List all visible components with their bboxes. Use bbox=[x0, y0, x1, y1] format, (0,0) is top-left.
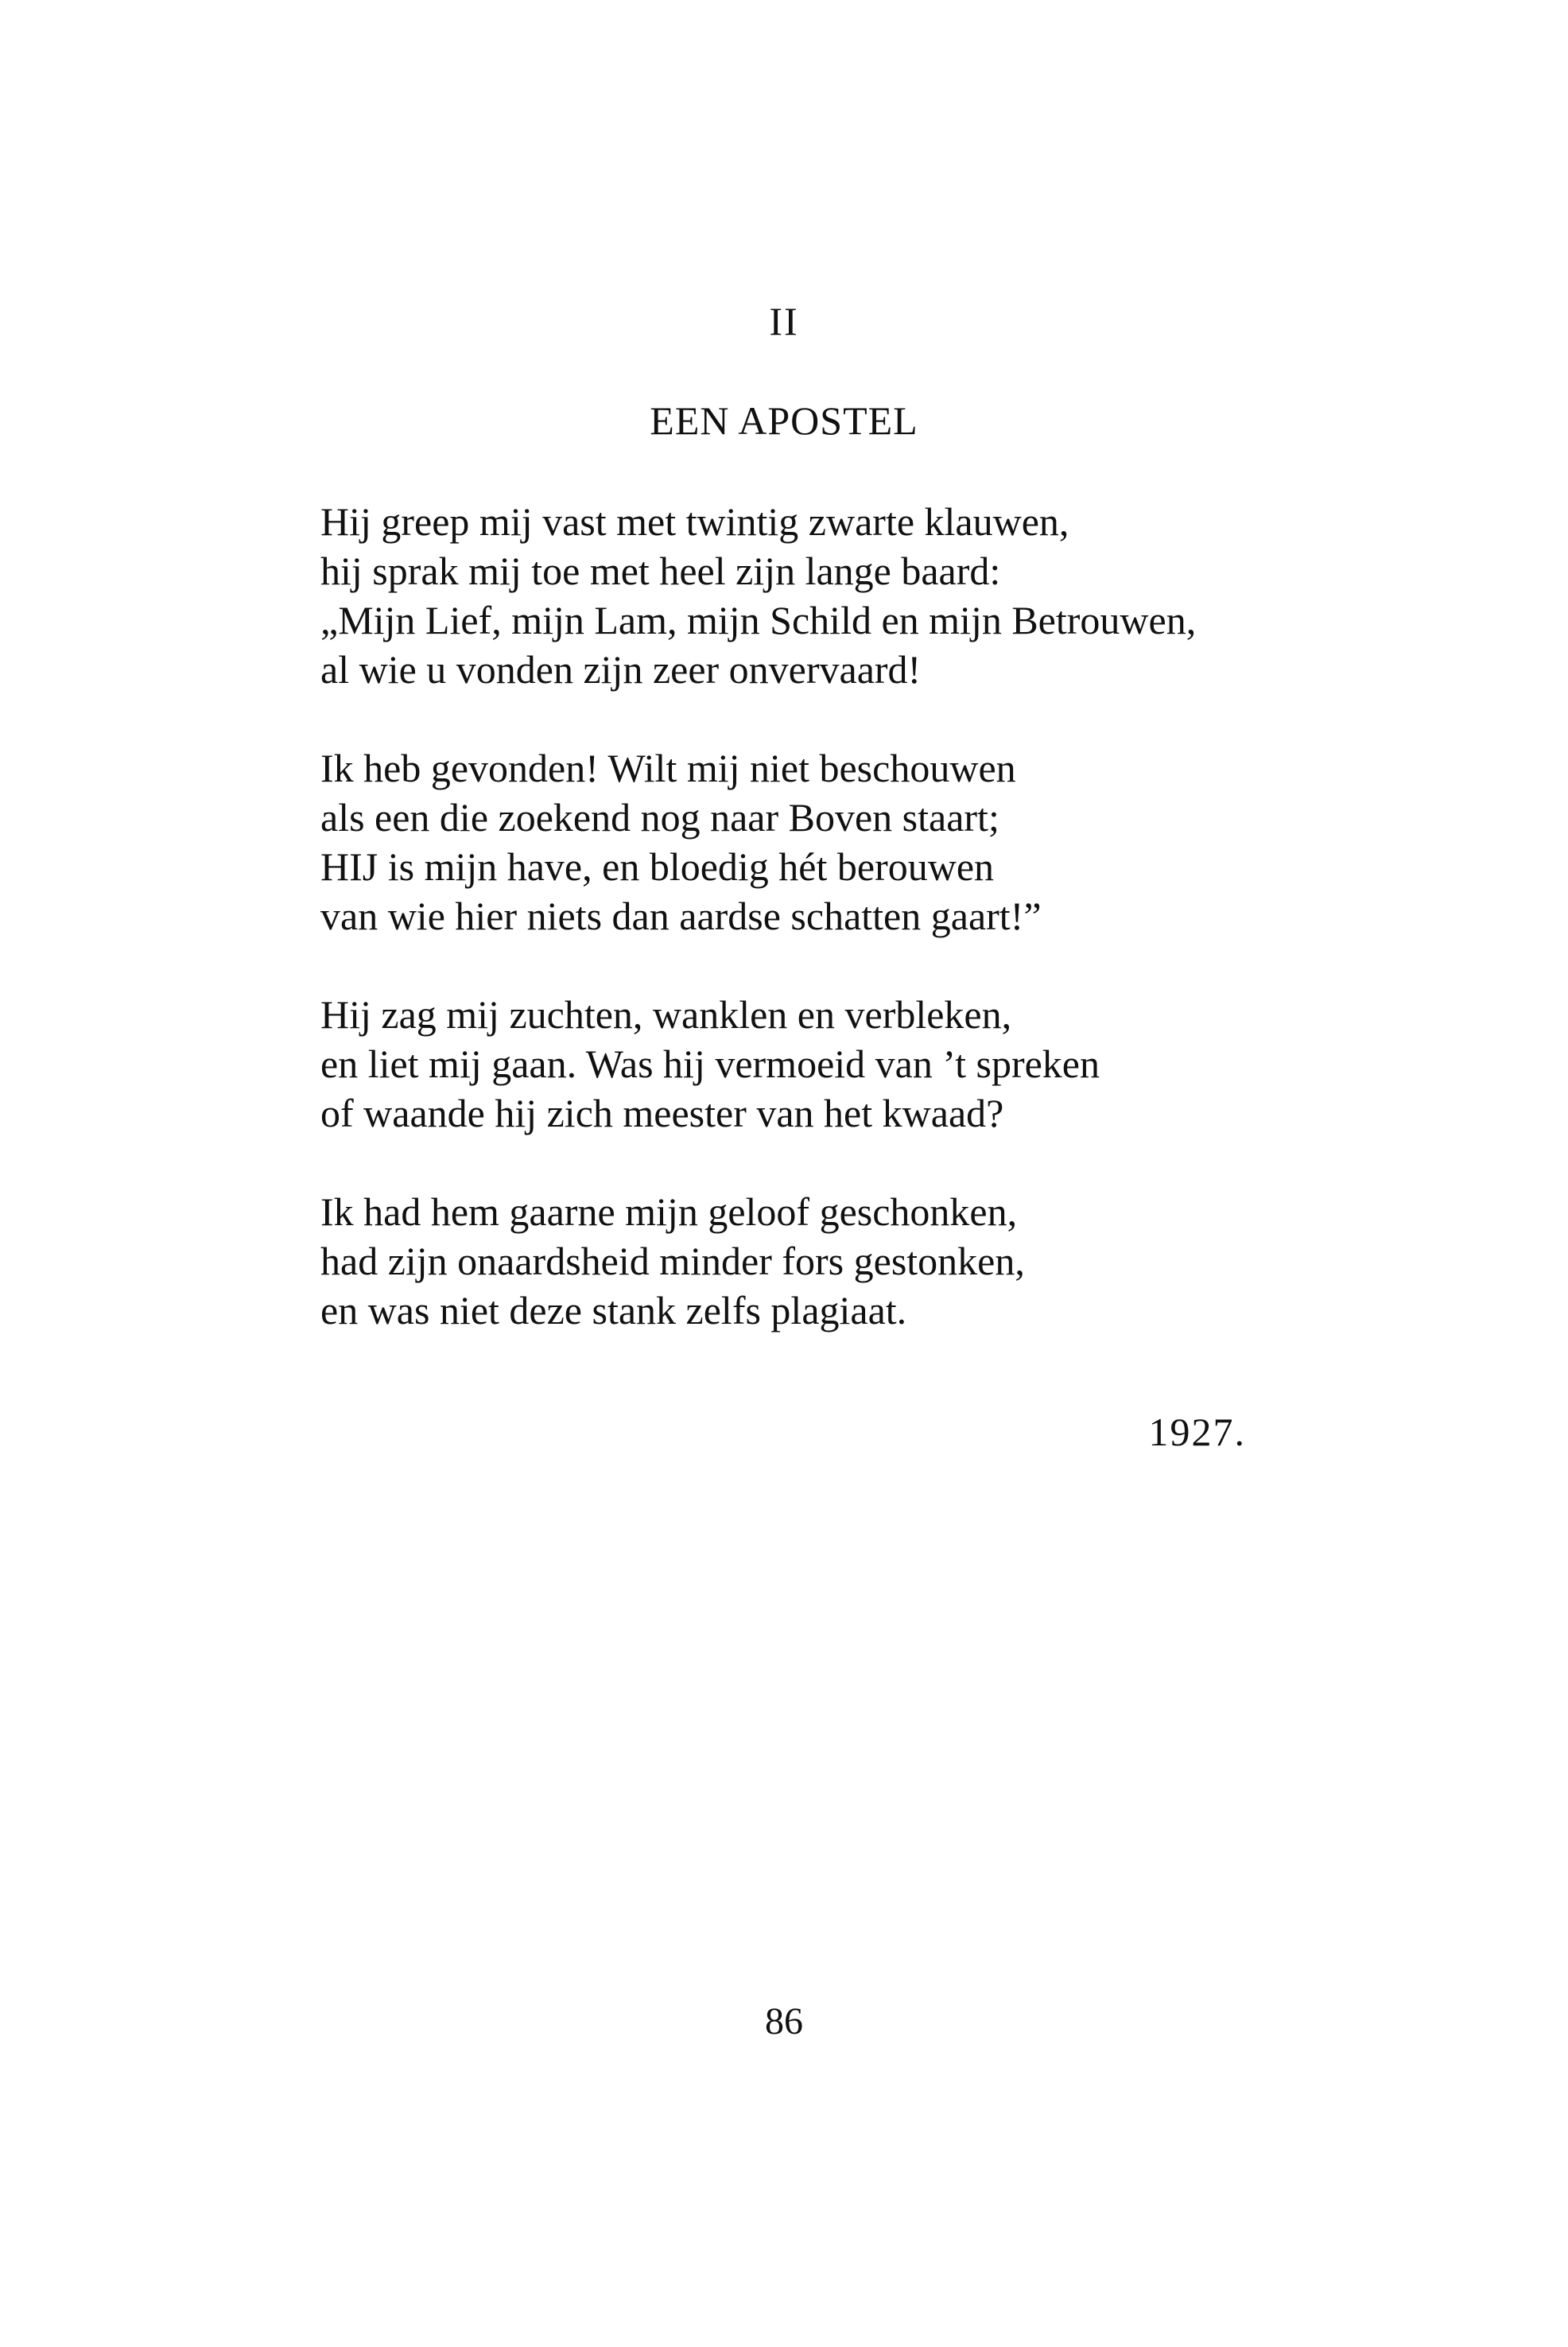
poem-line: al wie u vonden zijn zeer onvervaard! bbox=[320, 647, 922, 692]
poem-line: Hij greep mij vast met twintig zwarte klauwen, bbox=[320, 499, 1069, 544]
poem-line: Ik had hem gaarne mijn geloof geschonken, bbox=[320, 1189, 1018, 1234]
stanza-4 bbox=[320, 1187, 1354, 1335]
poem-line: „Mijn Lief, mijn Lam, mijn Schild en mijn Betrouwen, bbox=[320, 598, 1197, 642]
poem-line: van wie hier niets dan aardse schatten gaart!” bbox=[320, 894, 1042, 938]
page-number: 86 bbox=[765, 2000, 803, 2042]
poem-line: hij sprak mij toe met heel zijn lange baard: bbox=[320, 549, 1001, 593]
poem-line: en liet mij gaan. Was hij vermoeid van ’t spreken bbox=[320, 1042, 1100, 1086]
poem-line: HIJ is mijn have, en bloedig hét berouwen bbox=[320, 844, 995, 889]
stanza-1 bbox=[320, 497, 1354, 694]
poem-line: en was niet deze stank zelfs plagiaat. bbox=[320, 1288, 907, 1333]
poem-title: EEN APOSTEL bbox=[650, 398, 918, 443]
poem-date: 1927. bbox=[1148, 1410, 1246, 1454]
poem-body bbox=[320, 497, 1354, 1384]
section-number: II bbox=[769, 299, 799, 343]
poem-line: als een die zoekend nog naar Boven staart; bbox=[320, 795, 999, 840]
stanza-3 bbox=[320, 990, 1354, 1138]
poem-line: had zijn onaardsheid minder fors gestonken, bbox=[320, 1239, 1025, 1283]
poem-line: Ik heb gevonden! Wilt mij niet beschouwen bbox=[320, 746, 1016, 790]
poem-line: of waande hij zich meester van het kwaad? bbox=[320, 1091, 1004, 1135]
poem-line: Hij zag mij zuchten, wanklen en verbleken, bbox=[320, 992, 1012, 1037]
stanza-2 bbox=[320, 743, 1354, 941]
